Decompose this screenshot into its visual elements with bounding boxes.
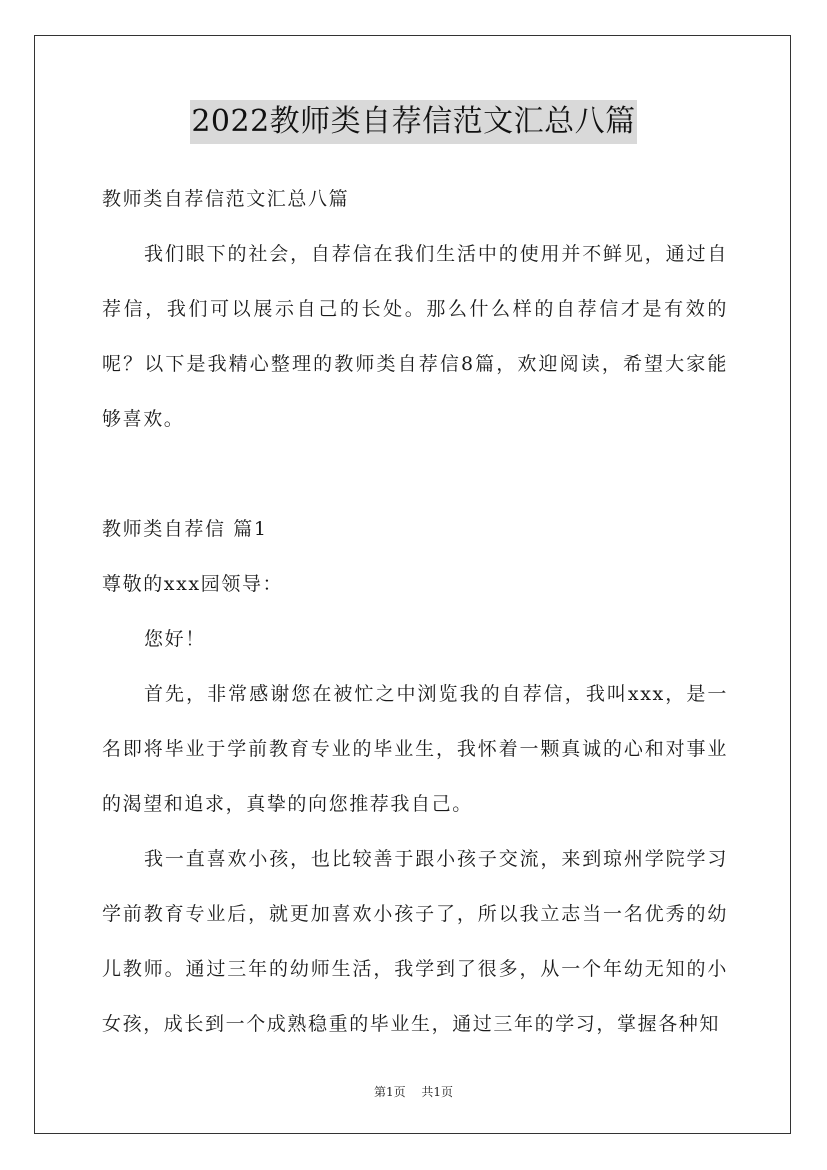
page-footer [0,1084,827,1100]
page-total: 共1页 [421,1085,454,1099]
page-number: 第1页 [373,1085,406,1099]
greeting: 您好！ [144,628,206,650]
blank-line [102,447,728,502]
title-container [0,100,827,144]
document-title: 2022教师类自荐信范文汇总八篇 [190,100,636,144]
body-paragraph: 首先，非常感谢您在被忙之中浏览我的自荐信，我叫xxx，是一名即将毕业于学前教育专业的毕业生，我怀着一颗真诚的心和对事业的渴望和追求，真挚的向您推荐我自己。 [102,683,728,815]
salutation: 尊敬的xxx园领导： [102,573,284,595]
document-body [102,172,728,1052]
section-heading: 教师类自荐信 篇1 [102,518,268,540]
body-paragraph: 我一直喜欢小孩，也比较善于跟小孩子交流，来到琼州学院学习学前教育专业后，就更加喜欢小孩子了，所以我立志当一名优秀的幼儿教师。通过三年的幼师生活，我学到了很多，从一个年幼无知的小女孩，成长到一个成熟稳重的毕业生，通过三年的学习，掌握各种知 [102,848,728,1035]
intro-paragraph: 我们眼下的社会，自荐信在我们生活中的使用并不鲜见，通过自荐信，我们可以展示自己的长处。那么什么样的自荐信才是有效的呢？以下是我精心整理的教师类自荐信8篇，欢迎阅读，希望大家能够喜欢。 [102,243,728,430]
subtitle-paragraph: 教师类自荐信范文汇总八篇 [102,188,350,210]
